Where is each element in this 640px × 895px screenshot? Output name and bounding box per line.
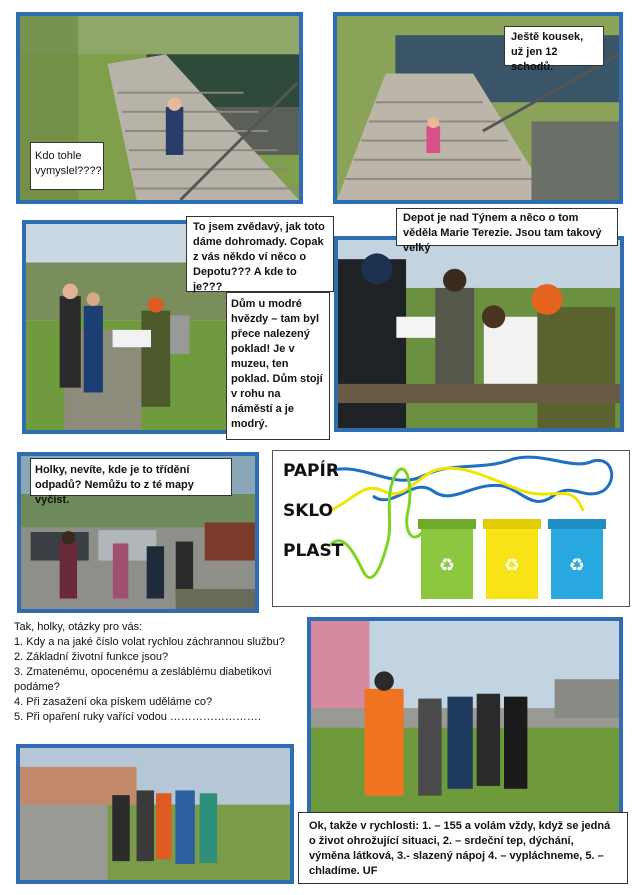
bin-yellow <box>483 519 541 599</box>
bin-green <box>418 519 476 599</box>
svg-text:♻: ♻ <box>438 555 456 576</box>
caption-p3 <box>186 216 334 292</box>
label-sklo: SKLO <box>283 501 334 521</box>
caption-p4-top-text: Depot je nad Týnem a něco o tom věděla Marie Terezie. Jsou tam takový velký <box>403 212 602 254</box>
caption-p1 <box>30 142 104 190</box>
quiz-question-3: 3. Zmatenému, opocenému a zesláblému diabetikovi podáme? <box>14 666 272 693</box>
photo-boys-papers <box>334 236 624 432</box>
caption-answers-text: Ok, takže v rychlosti: 1. – 155 a volám vždy, když se jedná o život ohrožující situaci, 2. – srdeční tep, dýchání, výměna látková, 3.- slazený nápoj 4. – vypláchneme, 5. – chladíme. UF <box>309 820 611 877</box>
quiz-intro: Tak, holky, otázky pro vás: <box>14 621 143 633</box>
line-green <box>329 469 423 578</box>
caption-p2 <box>504 26 604 73</box>
quiz-question-5: 5. Při opaření ruky vařící vodou ……………………. <box>14 711 261 723</box>
photo-girls-lawn <box>16 744 294 884</box>
label-plast: PLAST <box>283 541 344 561</box>
caption-p4-top <box>396 208 618 254</box>
caption-p3-text: To jsem zvědavý, jak toto dáme dohromady. Copak z vás někdo ví něco o Depotu??? A kde to je??? <box>193 221 325 293</box>
svg-text:♻: ♻ <box>503 555 521 576</box>
line-yellow <box>329 468 583 511</box>
caption-answers <box>298 812 628 884</box>
waste-sorting-graphic <box>272 450 630 607</box>
label-papir: PAPÍR <box>283 461 339 481</box>
caption-p1-text: Kdo tohle vymyslel???? <box>35 150 102 177</box>
caption-p5 <box>30 458 232 506</box>
svg-text:♻: ♻ <box>568 555 586 576</box>
quiz-question-4: 4. Při zasažení oka pískem uděláme co? <box>14 696 213 708</box>
bin-blue <box>548 519 606 599</box>
caption-p5-text: Holky, nevíte, kde je to třídění odpadů? Nemůžu to z té mapy vyčíst. <box>35 464 194 506</box>
quiz-block <box>14 620 304 725</box>
caption-p4-side-text: Dům u modré hvězdy – tam byl přece nalezený poklad! Je v muzeu, ten poklad. Dům stojí v rohu na náměstí a je modrý. <box>231 298 323 430</box>
caption-p2-text: Ještě kousek, už jen 12 schodů. <box>511 31 584 73</box>
quiz-question-2: 2. Základní životní funkce jsou? <box>14 651 169 663</box>
caption-p4-side <box>226 292 330 440</box>
quiz-question-1: 1. Kdy a na jaké číslo volat rychlou záchrannou službu? <box>14 636 285 648</box>
